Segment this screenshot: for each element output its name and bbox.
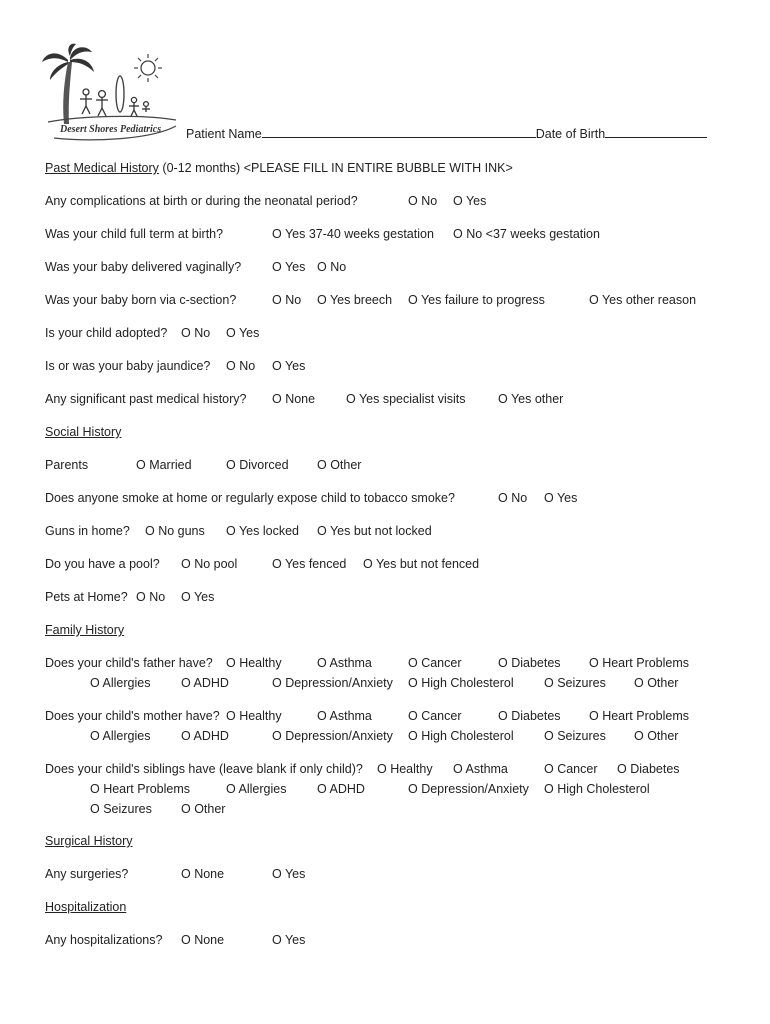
option-yes[interactable]: O Yes <box>544 491 578 505</box>
option-yes[interactable]: O Yes <box>272 933 306 947</box>
option-yes-not-fenced[interactable]: O Yes but not fenced <box>363 557 480 571</box>
option-diabetes[interactable]: O Diabetes <box>498 709 561 723</box>
option-cancer[interactable]: O Cancer <box>408 709 462 723</box>
question-complications: Any complications at birth or during the neonatal period? O No O Yes <box>45 194 487 208</box>
option-allergies[interactable]: O Allergies <box>90 729 151 743</box>
option-adhd[interactable]: O ADHD <box>181 676 229 690</box>
surgical-history-heading: Surgical History <box>45 834 133 848</box>
question-surgeries: Any surgeries? O None O Yes <box>45 867 306 881</box>
option-no[interactable]: O No <box>136 590 166 604</box>
option-healthy[interactable]: O Healthy <box>226 709 282 723</box>
option-adhd[interactable]: O ADHD <box>317 782 365 796</box>
question-jaundice: Is or was your baby jaundice? O No O Yes <box>45 359 306 373</box>
option-asthma[interactable]: O Asthma <box>317 709 372 723</box>
option-high-cholesterol[interactable]: O High Cholesterol <box>408 676 514 690</box>
question-mother: Does your child's mother have? O Healthy O Asthma O Cancer O Diabetes O Heart Problems <box>45 709 690 723</box>
option-other[interactable]: O Other <box>634 729 679 743</box>
option-yes[interactable]: O Yes <box>272 867 306 881</box>
option-no[interactable]: O No <box>181 326 211 340</box>
option-yes-locked[interactable]: O Yes locked <box>226 524 299 538</box>
question-siblings: Does your child's siblings have (leave blank if only child)? O Healthy O Asthma O Cancer O Diabetes <box>45 762 680 776</box>
option-married[interactable]: O Married <box>136 458 192 472</box>
past-medical-heading: Past Medical History (0-12 months) <PLEASE FILL IN ENTIRE BUBBLE WITH INK> <box>45 161 513 175</box>
option-depression-anxiety[interactable]: O Depression/Anxiety <box>408 782 529 796</box>
option-no[interactable]: O No <box>226 359 256 373</box>
logo <box>40 42 182 142</box>
option-yes-failure[interactable]: O Yes failure to progress <box>408 293 545 307</box>
option-seizures[interactable]: O Seizures <box>544 676 606 690</box>
option-high-cholesterol[interactable]: O High Cholesterol <box>544 782 650 796</box>
question-pool: Do you have a pool? O No pool O Yes fenced O Yes but not fenced <box>45 557 480 571</box>
option-no-pool[interactable]: O No pool <box>181 557 238 571</box>
option-yes-other[interactable]: O Yes other <box>498 392 564 406</box>
option-cancer[interactable]: O Cancer <box>544 762 598 776</box>
question-past-history: Any significant past medical history? O None O Yes specialist visits O Yes other <box>45 392 564 406</box>
patient-header <box>186 125 707 141</box>
question-c-section: Was your baby born via c-section? O No O Yes breech O Yes failure to progress O Yes other reason <box>45 293 697 307</box>
family-history-heading: Family History <box>45 623 125 637</box>
option-depression-anxiety[interactable]: O Depression/Anxiety <box>272 676 393 690</box>
social-history-heading: Social History <box>45 425 122 439</box>
option-cancer[interactable]: O Cancer <box>408 656 462 670</box>
option-healthy[interactable]: O Healthy <box>226 656 282 670</box>
option-yes[interactable]: O Yes <box>272 260 306 274</box>
hospitalization-heading: Hospitalization <box>45 900 127 914</box>
option-asthma[interactable]: O Asthma <box>317 656 372 670</box>
option-other[interactable]: O Other <box>634 676 679 690</box>
option-allergies[interactable]: O Allergies <box>226 782 287 796</box>
option-no[interactable]: O No <box>272 293 302 307</box>
option-no[interactable]: O No <box>317 260 347 274</box>
option-heart-problems[interactable]: O Heart Problems <box>90 782 191 796</box>
option-no-preterm[interactable]: O No <37 weeks gestation <box>453 227 600 241</box>
question-parents: Parents O Married O Divorced O Other <box>45 458 362 472</box>
option-other[interactable]: O Other <box>317 458 362 472</box>
date-of-birth-label: Date of Birth <box>535 127 606 141</box>
patient-name-field[interactable] <box>262 125 536 138</box>
option-none[interactable]: O None <box>181 933 225 947</box>
option-yes-full-term[interactable]: O Yes 37-40 weeks gestation <box>272 227 434 241</box>
question-smoke: Does anyone smoke at home or regularly expose child to tobacco smoke? O No O Yes <box>45 491 578 505</box>
option-yes-fenced[interactable]: O Yes fenced <box>272 557 347 571</box>
option-no-guns[interactable]: O No guns <box>145 524 205 538</box>
option-seizures[interactable]: O Seizures <box>90 802 152 816</box>
option-yes[interactable]: O Yes <box>226 326 260 340</box>
option-depression-anxiety[interactable]: O Depression/Anxiety <box>272 729 393 743</box>
question-guns: Guns in home? O No guns O Yes locked O Yes but not locked <box>45 524 432 538</box>
option-heart-problems[interactable]: O Heart Problems <box>589 709 690 723</box>
option-yes-other[interactable]: O Yes other reason <box>589 293 697 307</box>
option-other[interactable]: O Other <box>181 802 226 816</box>
option-yes[interactable]: O Yes <box>453 194 487 208</box>
option-none[interactable]: O None <box>272 392 316 406</box>
question-pets: Pets at Home? O No O Yes <box>45 590 215 604</box>
option-yes[interactable]: O Yes <box>181 590 215 604</box>
logo-text: Desert Shores Pediatrics <box>60 124 162 135</box>
option-yes-specialist[interactable]: O Yes specialist visits <box>346 392 466 406</box>
question-full-term: Was your child full term at birth? O Yes 37-40 weeks gestation O No <37 weeks gestation <box>45 227 600 241</box>
option-allergies[interactable]: O Allergies <box>90 676 151 690</box>
option-heart-problems[interactable]: O Heart Problems <box>589 656 690 670</box>
option-diabetes[interactable]: O Diabetes <box>617 762 680 776</box>
option-healthy[interactable]: O Healthy <box>377 762 433 776</box>
question-father: Does your child's father have? O Healthy O Asthma O Cancer O Diabetes O Heart Problems <box>45 656 690 670</box>
date-of-birth-field[interactable] <box>605 125 707 138</box>
option-yes[interactable]: O Yes <box>272 359 306 373</box>
question-hospitalizations: Any hospitalizations? O None O Yes <box>45 933 306 947</box>
option-divorced[interactable]: O Divorced <box>226 458 289 472</box>
option-seizures[interactable]: O Seizures <box>544 729 606 743</box>
option-yes-breech[interactable]: O Yes breech <box>317 293 393 307</box>
patient-name-label: Patient Name <box>186 127 262 141</box>
option-no[interactable]: O No <box>498 491 528 505</box>
option-none[interactable]: O None <box>181 867 225 881</box>
question-vaginal: Was your baby delivered vaginally? O Yes O No <box>45 260 347 274</box>
option-yes-not-locked[interactable]: O Yes but not locked <box>317 524 432 538</box>
option-high-cholesterol[interactable]: O High Cholesterol <box>408 729 514 743</box>
option-asthma[interactable]: O Asthma <box>453 762 508 776</box>
palm-tree-logo-icon <box>40 42 182 142</box>
option-no[interactable]: O No <box>408 194 438 208</box>
question-adopted: Is your child adopted? O No O Yes <box>45 326 260 340</box>
option-adhd[interactable]: O ADHD <box>181 729 229 743</box>
option-diabetes[interactable]: O Diabetes <box>498 656 561 670</box>
